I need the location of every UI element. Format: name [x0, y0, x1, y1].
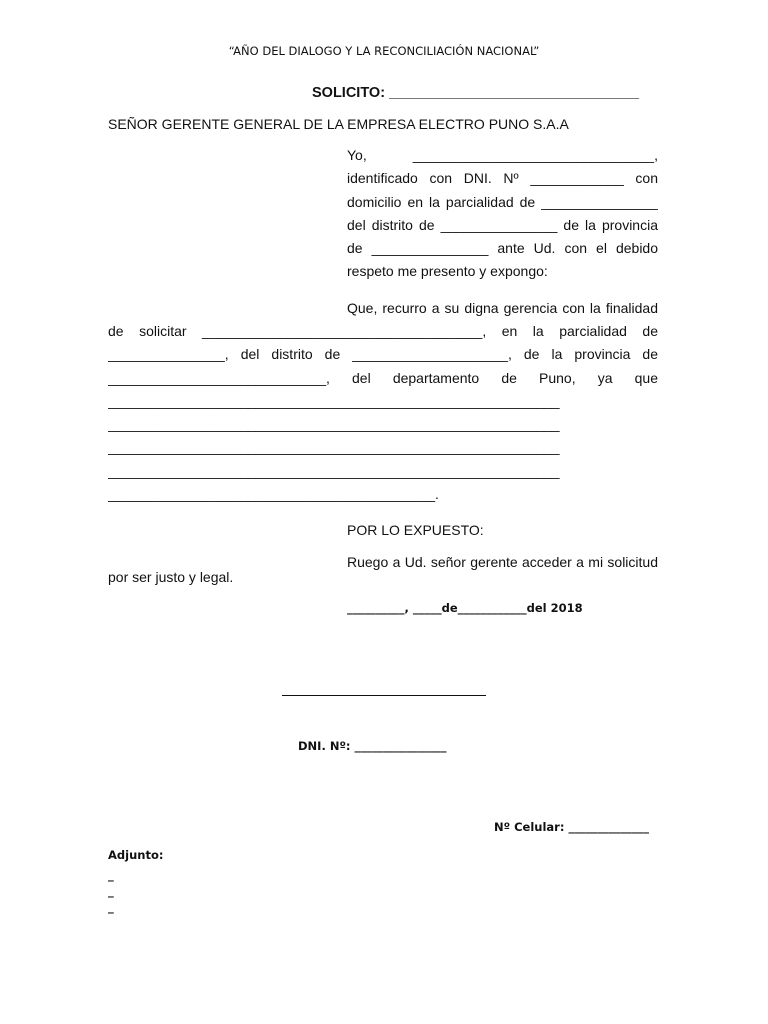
request-paragraph — [108, 320, 658, 506]
request-line: de solicitar ____________________________________, en la parcialidad de — [108, 323, 658, 339]
document-header: “AÑO DEL DIALOGO Y LA RECONCILIACIÓN NACIONAL” — [228, 44, 540, 58]
date-line: __________, _____de____________del 2018 — [347, 601, 583, 615]
request-line: __________________________________________. — [108, 486, 439, 503]
intro-paragraph — [347, 144, 658, 284]
signature-line — [282, 695, 486, 696]
request-line: _______________, del distrito de ____________________, de la provincia de — [108, 346, 658, 363]
ruego-first-line — [347, 551, 658, 574]
adjunto-label: Adjunto: — [108, 848, 164, 862]
request-line: __________________________________________________________ — [108, 462, 560, 479]
adjunto-item: _ — [108, 868, 114, 882]
request-line: __________________________________________________________ — [108, 439, 560, 456]
addressee-line: SEÑOR GERENTE GENERAL DE LA EMPRESA ELECTRO PUNO S.A.A — [108, 116, 569, 132]
request-line: __________________________________________________________ — [108, 416, 560, 433]
request-first-line — [347, 297, 658, 320]
ruego-line: Ruego a Ud. señor gerente acceder a mi solicitud — [347, 554, 658, 570]
intro-line: del distrito de _______________ de la provincia — [347, 216, 658, 233]
request-line: ____________________________, del departamento de Puno, ya que — [108, 369, 658, 386]
intro-line: Yo, _______________________________, — [347, 147, 658, 163]
request-line: Que, recurro a su digna gerencia con la finalidad — [347, 300, 658, 316]
ruego-second-line: por ser justo y legal. — [108, 569, 234, 585]
por-lo-expuesto-heading: POR LO EXPUESTO: — [347, 522, 484, 538]
celular-field: Nº Celular: ______________ — [494, 820, 649, 834]
intro-line: respeto me presento y expongo: — [347, 263, 548, 280]
adjunto-item: _ — [108, 884, 114, 898]
dni-field: DNI. Nº: ________________ — [298, 739, 447, 753]
intro-line: domicilio en la parcialidad de _______________ — [347, 193, 658, 210]
intro-line: de _______________ ante Ud. con el debido — [347, 240, 658, 257]
adjunto-item: _ — [108, 900, 114, 914]
intro-line: identificado con DNI. Nº ____________ con — [347, 170, 658, 187]
request-line: __________________________________________________________ — [108, 392, 560, 409]
solicito-line: SOLICITO: _______________________________ — [312, 85, 640, 101]
